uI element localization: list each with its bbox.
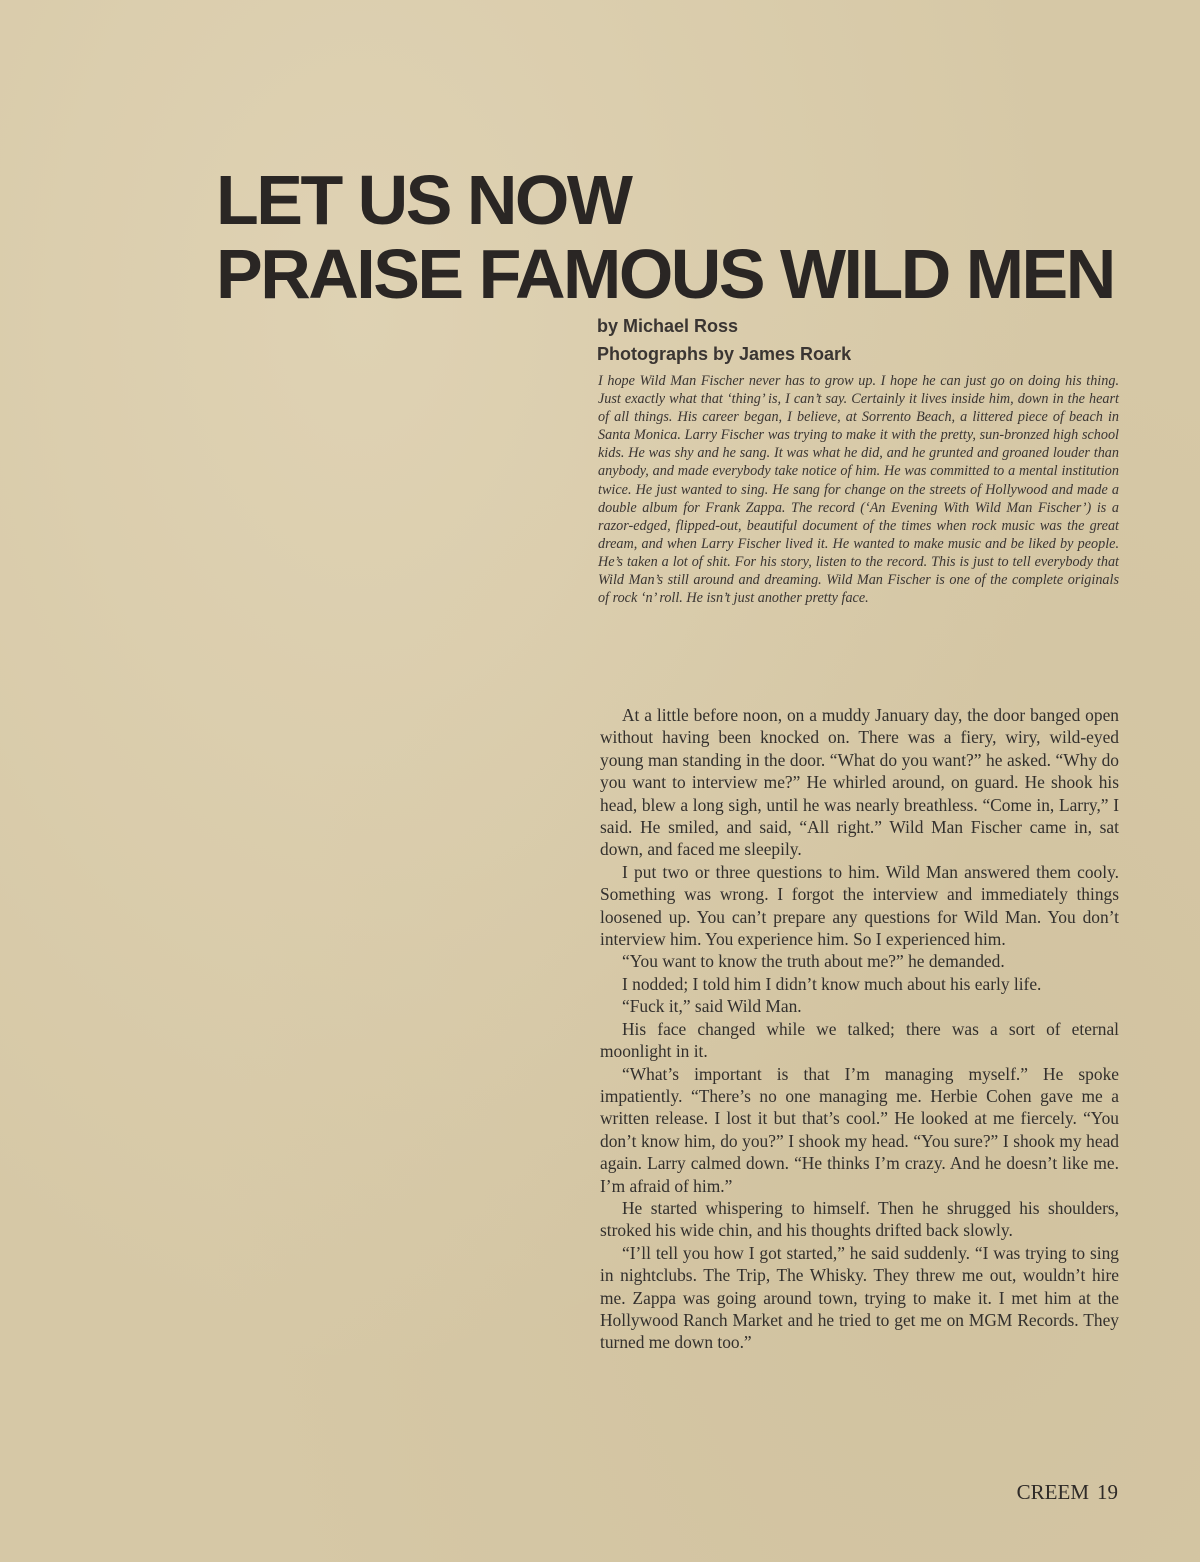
body-paragraph: His face changed while we talked; there was a sort of eternal moonlight in it. — [600, 1018, 1119, 1062]
author-byline: by Michael Ross — [597, 316, 739, 336]
article-body — [600, 704, 1119, 1354]
body-paragraph: “What’s important is that I’m managing myself.” He spoke impatiently. “There’s no one managing me. Herbie Cohen gave me a written release. I lost it but that’s cool.” He looked at me fiercely. “You don’t know him, do you?” I shook my head. “You sure?” I shook my head again. Larry calmed down. “He thinks I’m crazy. And he doesn’t like me. I’m afraid of him.” — [600, 1063, 1119, 1196]
body-paragraph: At a little before noon, on a muddy January day, the door banged open without having been knocked on. There was a fiery, wiry, wild-eyed young man standing in the door. “What do you want?” he asked. “Why do you want to interview me?” He whirled around, on guard. He shook his head, blew a long sigh, until he was nearly breathless. “Come in, Larry,” I said. He smiled, and said, “All right.” Wild Man Fischer came in, sat down, and faced me sleepily. — [600, 705, 1119, 860]
byline-block — [597, 312, 851, 368]
headline-line-2: PRAISE FAMOUS WILD MEN — [216, 235, 1114, 313]
page-folio — [1017, 1480, 1118, 1505]
photo-credit: Photographs by James Roark — [597, 344, 852, 364]
intro-paragraph: I hope Wild Man Fischer never has to grow up. I hope he can just go on doing his thing. Just exactly what that ‘thing’ is, I can’t say. Certainly it lives inside him, down in the heart of all things. His career began, I believe, at Sorrento Beach, a littered piece of beach in Santa Monica. Larry Fischer was trying to make it with the pretty, sun-bronzed high school kids. He was shy and he sang. It was what he did, and he grunted and groaned louder than anybody, and made everybody take notice of him. He was committed to a mental institution twice. He just wanted to sing. He sang for change on the streets of Hollywood and made a double album for Frank Zappa. The record (‘An Evening With Wild Man Fischer’) is a razor-edged, flipped-out, beautiful document of the times when rock music was the great dream, and when Larry Fischer lived it. He wanted to make music and be liked by people. He’s taken a lot of shit. For his story, listen to the record. This is just to tell everybody that Wild Man’s still around and dreaming. Wild Man Fischer is one of the complete originals of rock ‘n’ roll. He isn’t just another pretty face. — [598, 373, 1119, 607]
magazine-name: CREEM — [1016, 1480, 1089, 1504]
article-headline — [216, 163, 1114, 311]
body-paragraph: I nodded; I told him I didn’t know much about his early life. — [622, 973, 1042, 994]
headline-line-1: LET US NOW — [216, 161, 631, 239]
body-paragraph: I put two or three questions to him. Wild Man answered them cooly. Something was wrong. I forgot the interview and immediately things loosened up. You can’t prepare any questions for Wild Man. You don’t interview him. You experience him. So I experienced him. — [600, 861, 1119, 950]
body-paragraph: “You want to know the truth about me?” he demanded. — [622, 951, 1005, 972]
body-paragraph: “Fuck it,” said Wild Man. — [622, 996, 802, 1017]
body-paragraph: “I’ll tell you how I got started,” he said suddenly. “I was trying to sing in nightclubs. The Trip, The Whisky. They threw me out, wouldn’t hire me. Zappa was going around town, trying to make it. I met him at the Hollywood Ranch Market and he tried to get me on MGM Records. They turned me down too.” — [600, 1242, 1119, 1353]
body-paragraph: He started whispering to himself. Then he shrugged his shoulders, stroked his wide chin, and his thoughts drifted back slowly. — [600, 1197, 1119, 1241]
page-number: 19 — [1097, 1480, 1118, 1504]
